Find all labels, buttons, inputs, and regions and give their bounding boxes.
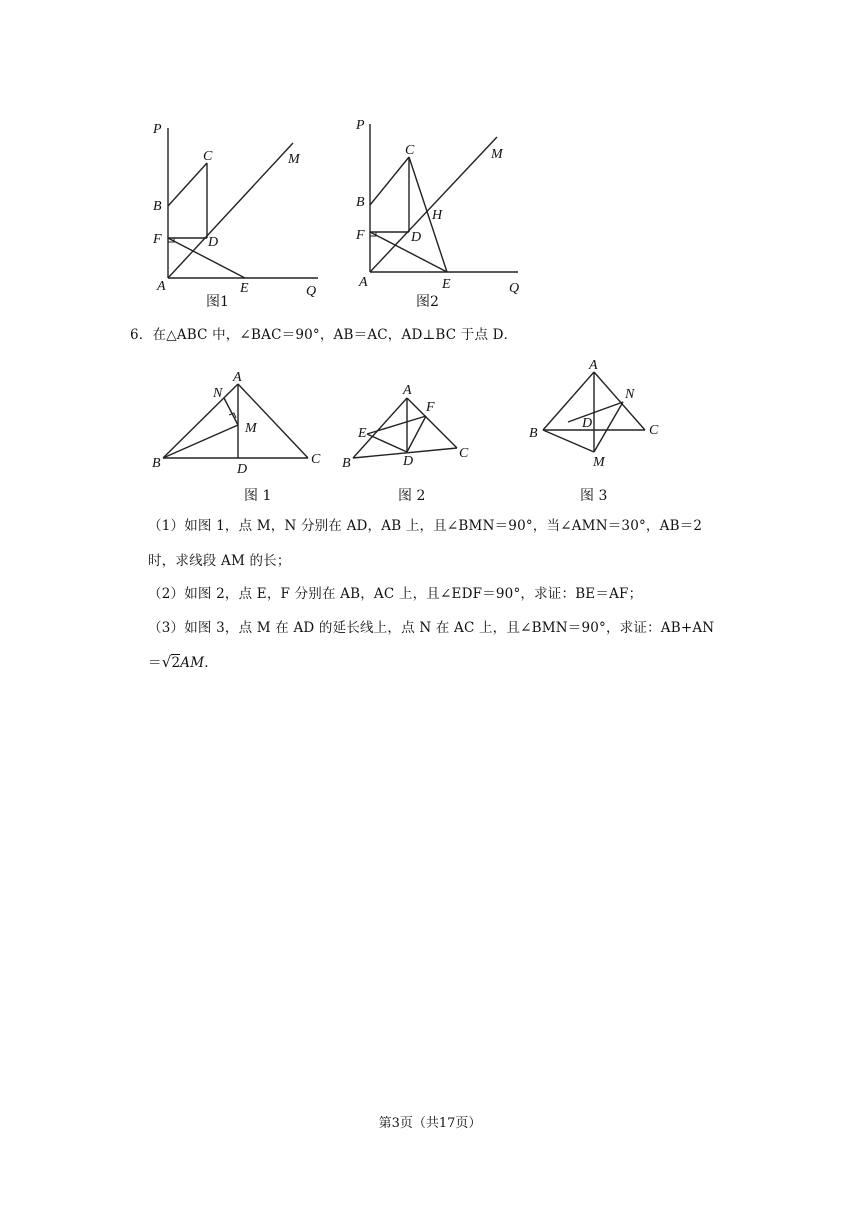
label-A: A	[403, 383, 412, 398]
label-B: B	[342, 456, 351, 471]
label-D: D	[582, 416, 593, 431]
label-F: F	[356, 228, 365, 243]
sqrt-sign: √	[161, 653, 172, 671]
label-E: E	[240, 281, 249, 296]
top-figure-2-caption: 图2	[416, 294, 439, 310]
top-figure-1-caption: 图1	[206, 294, 229, 310]
label-A: A	[589, 358, 598, 373]
part-3-line-2	[148, 651, 209, 674]
part-2: （2）如图 2，点 E，F 分别在 AB，AC 上，且∠EDF＝90°，求证：BE＝AF；	[148, 586, 643, 602]
label-E: E	[442, 277, 451, 292]
label-C: C	[203, 149, 213, 164]
label-F: F	[153, 232, 162, 247]
label-M: M	[491, 147, 503, 162]
label-F: F	[426, 400, 435, 415]
label-M: M	[288, 152, 300, 167]
label-D: D	[411, 230, 422, 245]
equals-sign: ＝	[148, 655, 162, 671]
label-B: B	[356, 195, 365, 210]
label-C: C	[405, 143, 415, 158]
label-Q: Q	[306, 284, 317, 299]
part-3-line-1: （3）如图 3，点 M 在 AD 的延长线上，点 N 在 AC 上，且∠BMN＝90°，求证：AB+AN	[148, 620, 715, 636]
problem-6-figure-3-lines	[543, 372, 645, 452]
problem-6-figure-3-caption: 图 3	[580, 488, 608, 504]
label-M: M	[593, 455, 605, 470]
label-N: N	[213, 386, 223, 401]
label-N: N	[625, 387, 635, 402]
label-D: D	[237, 462, 248, 477]
label-B: B	[529, 426, 538, 441]
sqrt-radicand: 2	[171, 655, 181, 671]
label-A: A	[359, 275, 368, 290]
label-C: C	[459, 446, 469, 461]
problem-6-figure-2-caption: 图 2	[398, 488, 426, 504]
label-E: E	[358, 426, 367, 441]
part-1-line-2: 时，求线段 AM 的长；	[148, 553, 291, 569]
part-3-tail: AM.	[180, 655, 209, 671]
label-C: C	[311, 452, 321, 467]
label-C: C	[649, 423, 659, 438]
problem-6-stem: 6．在△ABC 中，∠BAC＝90°，AB＝AC，AD⊥BC 于点 D．	[130, 327, 518, 343]
label-P: P	[356, 118, 365, 133]
part-1-line-1: （1）如图 1，点 M，N 分别在 AD，AB 上，且∠BMN＝90°，当∠AMN＝30°，AB＝2	[148, 518, 703, 534]
label-H: H	[432, 208, 443, 223]
label-B: B	[153, 199, 162, 214]
label-P: P	[153, 122, 162, 137]
label-Q: Q	[509, 281, 520, 296]
label-D: D	[403, 454, 414, 469]
problem-6-figure-1-caption: 图 1	[244, 488, 272, 504]
label-B: B	[152, 456, 161, 471]
page-footer: 第3页（共17页）	[378, 1116, 482, 1131]
label-A: A	[233, 370, 242, 385]
label-A: A	[157, 279, 166, 294]
label-M: M	[245, 421, 257, 436]
label-D: D	[208, 235, 219, 250]
